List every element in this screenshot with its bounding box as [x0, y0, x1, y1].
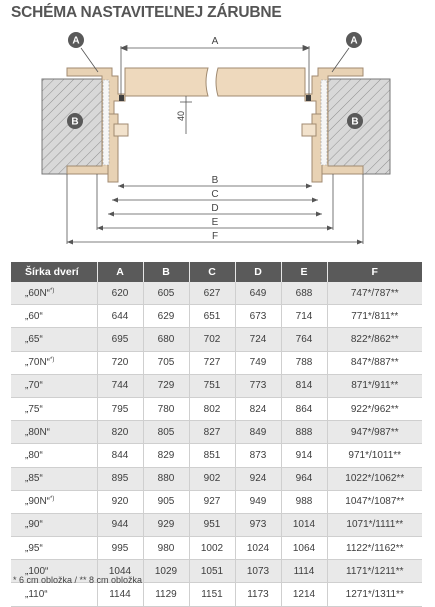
door-width-cell — [11, 374, 97, 397]
dimension-cell: 1064 — [281, 537, 327, 560]
dimension-cell: 651 — [189, 305, 235, 328]
callout-a-right — [346, 32, 362, 48]
dimension-label-40: 40 — [176, 110, 186, 122]
dimension-cell: 905 — [143, 490, 189, 513]
dimension-cell: 1002 — [189, 537, 235, 560]
dimension-cell: 749 — [235, 351, 281, 374]
table-row — [11, 282, 422, 305]
dimension-cell: 849 — [235, 421, 281, 444]
dimension-cell: 824 — [235, 397, 281, 420]
dimension-cell: 1051 — [189, 560, 235, 583]
svg-text:B: B — [351, 116, 359, 128]
dimension-cell: 1151 — [189, 583, 235, 606]
table-header-row — [11, 262, 422, 282]
dimension-cell: 802 — [189, 397, 235, 420]
callout-b-right — [347, 113, 363, 129]
dimension-cell: 871*/911** — [327, 374, 422, 397]
dimension-cell: 951 — [189, 513, 235, 536]
door-width-cell — [11, 513, 97, 536]
dimension-cell: 944 — [97, 513, 143, 536]
dimension-label-b: B — [211, 175, 219, 186]
door-width-label: „65“ — [25, 333, 43, 345]
door-width-label: „80N“ — [25, 426, 51, 438]
door-width-label: „70“ — [25, 380, 43, 392]
dimension-cell: 964 — [281, 467, 327, 490]
dimension-cell: 714 — [281, 305, 327, 328]
dimension-cell: 902 — [189, 467, 235, 490]
column-header: B — [143, 262, 189, 282]
table-row — [11, 351, 422, 374]
right-foam-strip — [321, 80, 327, 165]
dimension-cell: 827 — [189, 421, 235, 444]
svg-text:A: A — [72, 35, 80, 47]
dimension-cell: 751 — [189, 374, 235, 397]
door-width-label: „95“ — [25, 542, 43, 554]
dimension-cell: 773 — [235, 374, 281, 397]
column-header: C — [189, 262, 235, 282]
dimension-cell: 688 — [281, 282, 327, 305]
dimension-cell: 864 — [281, 397, 327, 420]
column-header: E — [281, 262, 327, 282]
table-row — [11, 374, 422, 397]
dimension-cell: 729 — [143, 374, 189, 397]
table-row — [11, 583, 422, 606]
dimension-label-e: E — [211, 217, 219, 228]
dimension-cell: 1114 — [281, 560, 327, 583]
right-seal — [306, 95, 311, 101]
dimension-cell: 914 — [281, 444, 327, 467]
dimension-cell: 780 — [143, 397, 189, 420]
dimension-cell: 1214 — [281, 583, 327, 606]
dimension-cell: 873 — [235, 444, 281, 467]
dimension-cell: 851 — [189, 444, 235, 467]
door-width-mark: *) — [50, 287, 55, 294]
left-seal — [119, 95, 124, 101]
dimension-cell: 1122*/1162** — [327, 537, 422, 560]
table-row — [11, 467, 422, 490]
door-width-cell — [11, 305, 97, 328]
door-width-label: „70N“ — [25, 357, 51, 369]
dimension-cell: 924 — [235, 467, 281, 490]
dimension-cell: 727 — [189, 351, 235, 374]
door-width-cell — [11, 351, 97, 374]
dimension-cell: 629 — [143, 305, 189, 328]
dimension-cell: 795 — [97, 397, 143, 420]
dimension-cell: 724 — [235, 328, 281, 351]
dimension-cell: 1029 — [143, 560, 189, 583]
footnote: * 6 cm obložka / ** 8 cm obložka — [13, 575, 143, 585]
dimension-cell: 1073 — [235, 560, 281, 583]
dimension-cell: 1144 — [97, 583, 143, 606]
door-width-label: „90“ — [25, 519, 43, 531]
dimension-cell: 822*/862** — [327, 328, 422, 351]
dimension-cell: 702 — [189, 328, 235, 351]
door-width-label: „80“ — [25, 449, 43, 461]
column-header: D — [235, 262, 281, 282]
dimension-cell: 973 — [235, 513, 281, 536]
door-width-label: „110“ — [25, 589, 48, 601]
door-width-label: „75“ — [25, 403, 43, 415]
table-row — [11, 421, 422, 444]
door-width-mark: *) — [50, 496, 55, 503]
door-width-label: „85“ — [25, 473, 43, 485]
dimension-cell: 1171*/1211** — [327, 560, 422, 583]
dimension-cell: 927 — [189, 490, 235, 513]
door-width-cell — [11, 328, 97, 351]
dimension-cell: 971*/1011** — [327, 444, 422, 467]
dimension-cell: 995 — [97, 537, 143, 560]
door-width-label: „60“ — [25, 310, 43, 322]
dimension-cell: 673 — [235, 305, 281, 328]
dimension-cell: 644 — [97, 305, 143, 328]
dimension-cell: 771*/811** — [327, 305, 422, 328]
dimension-cell: 895 — [97, 467, 143, 490]
dimension-cell: 764 — [281, 328, 327, 351]
left-foam-strip — [103, 80, 109, 165]
dimension-cell: 695 — [97, 328, 143, 351]
dimension-cell: 805 — [143, 421, 189, 444]
column-header: F — [327, 262, 422, 282]
page-title: SCHÉMA NASTAVITEĽNEJ ZÁRUBNE — [11, 4, 282, 21]
column-header: A — [97, 262, 143, 282]
dimension-cell: 744 — [97, 374, 143, 397]
door-width-label: „90N“ — [25, 496, 51, 508]
dimension-cell: 847*/887** — [327, 351, 422, 374]
dimension-cell: 705 — [143, 351, 189, 374]
dimension-cell: 920 — [97, 490, 143, 513]
dimension-cell: 888 — [281, 421, 327, 444]
dimension-cell: 814 — [281, 374, 327, 397]
table-row — [11, 513, 422, 536]
callout-b-left — [67, 113, 83, 129]
dimension-cell: 929 — [143, 513, 189, 536]
table-row — [11, 397, 422, 420]
dimension-cell: 980 — [143, 537, 189, 560]
dimension-cell: 788 — [281, 351, 327, 374]
dimension-cell: 680 — [143, 328, 189, 351]
frame-diagram — [0, 24, 435, 256]
table-row — [11, 328, 422, 351]
door-width-cell — [11, 282, 97, 305]
dimensions-table — [11, 262, 422, 607]
door-width-cell — [11, 421, 97, 444]
callout-a-left — [68, 32, 84, 48]
table-row — [11, 490, 422, 513]
svg-text:A: A — [350, 35, 358, 47]
dimension-label-f: F — [211, 231, 219, 242]
door-width-cell — [11, 397, 97, 420]
svg-text:B: B — [71, 116, 79, 128]
dimension-cell: 1024 — [235, 537, 281, 560]
dimension-cell: 1014 — [281, 513, 327, 536]
dimension-label-d: D — [211, 203, 219, 214]
table-row — [11, 305, 422, 328]
dimension-cell: 649 — [235, 282, 281, 305]
door-width-mark: *) — [50, 357, 55, 364]
dimension-cell: 947*/987** — [327, 421, 422, 444]
dimension-cell: 1022*/1062** — [327, 467, 422, 490]
table-row — [11, 537, 422, 560]
dimension-cell: 844 — [97, 444, 143, 467]
dimension-cell: 605 — [143, 282, 189, 305]
dimension-cell: 829 — [143, 444, 189, 467]
door-width-cell — [11, 583, 97, 606]
dimension-cell: 820 — [97, 421, 143, 444]
dimension-cell: 988 — [281, 490, 327, 513]
dimension-label-c: C — [211, 189, 219, 200]
dimension-cell: 747*/787** — [327, 282, 422, 305]
dimension-cell: 1047*/1087** — [327, 490, 422, 513]
door-leaf — [125, 68, 305, 96]
dimension-cell: 1044 — [97, 560, 143, 583]
dimension-cell: 949 — [235, 490, 281, 513]
dimension-cell: 922*/962** — [327, 397, 422, 420]
door-width-cell — [11, 490, 97, 513]
column-header: Šírka dverí — [11, 262, 97, 282]
door-width-cell — [11, 467, 97, 490]
dimension-cell: 627 — [189, 282, 235, 305]
door-width-cell — [11, 444, 97, 467]
dimension-cell: 880 — [143, 467, 189, 490]
dimension-cell: 1271*/1311** — [327, 583, 422, 606]
door-width-label: „100“ — [25, 565, 49, 577]
dimension-cell: 720 — [97, 351, 143, 374]
dimension-cell: 1129 — [143, 583, 189, 606]
door-width-cell — [11, 537, 97, 560]
dimension-cell: 1071*/1111** — [327, 513, 422, 536]
dimension-label-a: A — [211, 36, 219, 47]
door-width-label: „60N“ — [25, 287, 51, 299]
table-row — [11, 444, 422, 467]
dimension-cell: 1173 — [235, 583, 281, 606]
dimension-cell: 620 — [97, 282, 143, 305]
